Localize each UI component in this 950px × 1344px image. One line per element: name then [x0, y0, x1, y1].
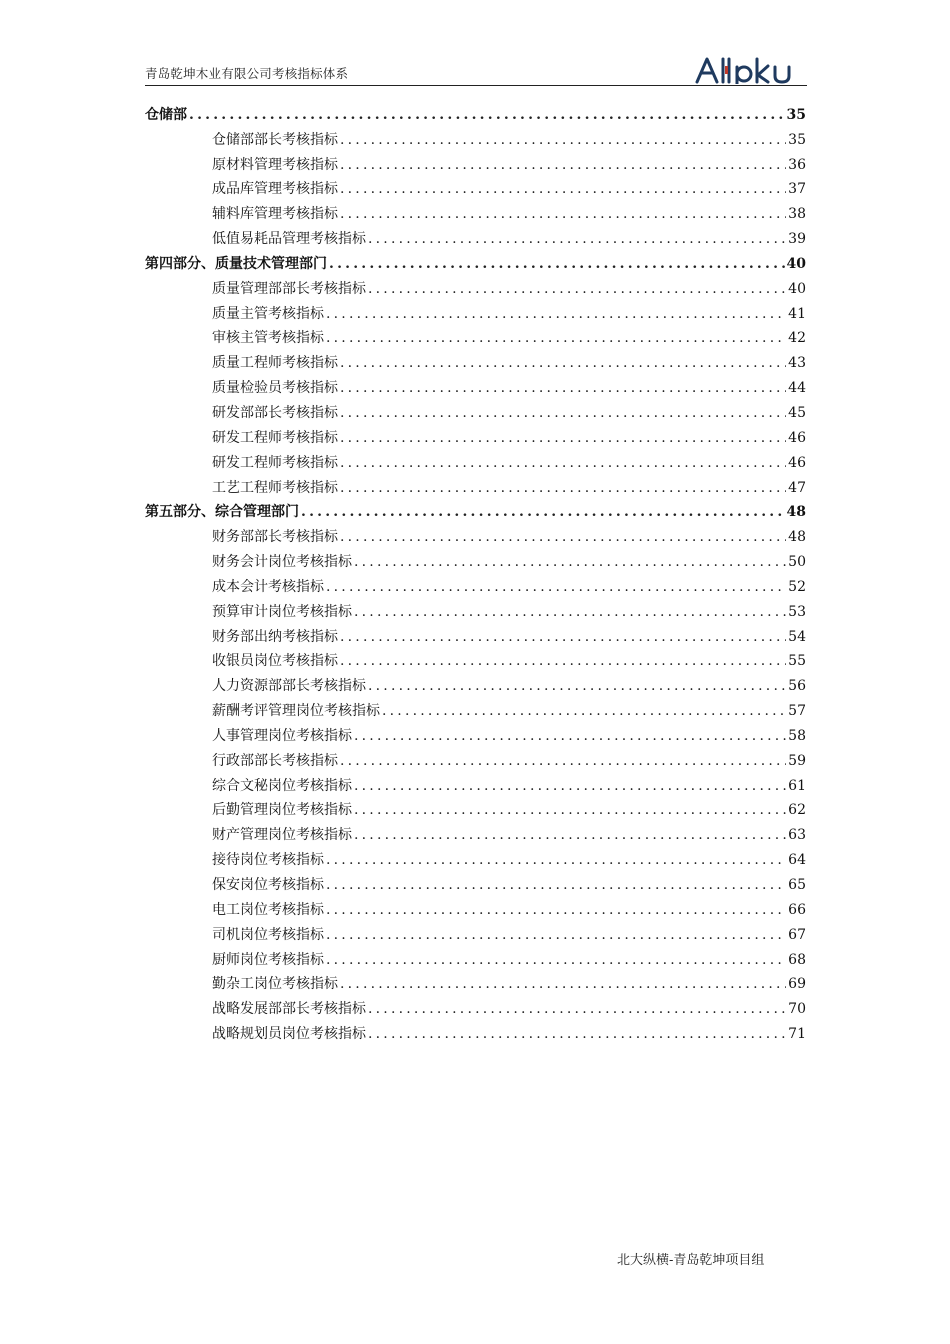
toc-dot-leader	[326, 876, 786, 894]
toc-entry[interactable]	[145, 670, 806, 695]
toc-entry-label: 勤杂工岗位考核指标	[212, 976, 338, 993]
toc-page-number: 69	[788, 976, 806, 993]
toc-dot-leader	[340, 205, 786, 223]
toc-dot-leader	[340, 354, 786, 372]
toc-page-number: 41	[788, 305, 806, 322]
toc-dot-leader	[326, 901, 786, 919]
toc-entry[interactable]	[145, 745, 806, 770]
toc-page-number: 48	[786, 504, 806, 521]
toc-page-number: 50	[788, 554, 806, 571]
page-header	[145, 52, 807, 86]
toc-entry-label: 原材料管理考核指标	[212, 156, 338, 173]
toc-entry[interactable]	[145, 770, 806, 795]
toc-entry-label: 保安岗位考核指标	[212, 877, 324, 893]
toc-entry-label: 预算审计岗位考核指标	[212, 603, 352, 620]
toc-page-number: 67	[788, 926, 806, 943]
toc-entry[interactable]	[145, 571, 806, 596]
toc-entry-label: 仓储部	[145, 106, 187, 123]
toc-dot-leader	[340, 429, 786, 447]
toc-entry[interactable]	[145, 993, 806, 1018]
toc-dot-leader	[340, 975, 786, 993]
toc-page-number: 52	[788, 578, 806, 595]
toc-section-entry[interactable]	[145, 248, 806, 273]
toc-dot-leader	[340, 479, 786, 497]
toc-entry-label: 战略规划员岗位考核指标	[212, 1026, 366, 1043]
toc-entry-label: 后勤管理岗位考核指标	[212, 802, 352, 819]
toc-entry[interactable]	[145, 273, 806, 298]
toc-entry[interactable]	[145, 944, 806, 969]
toc-entry-label: 质量工程师考核指标	[212, 355, 338, 372]
toc-dot-leader	[368, 677, 786, 695]
toc-page-number: 55	[788, 653, 806, 670]
toc-entry-label: 仓储部部长考核指标	[212, 131, 338, 148]
toc-page-number: 45	[788, 404, 806, 421]
toc-entry[interactable]	[145, 844, 806, 869]
toc-entry[interactable]	[145, 819, 806, 844]
toc-entry-label: 战略发展部部长考核指标	[212, 1001, 366, 1018]
toc-entry[interactable]	[145, 596, 806, 621]
toc-page-number: 35	[786, 106, 806, 123]
toc-dot-leader	[326, 851, 786, 869]
toc-dot-leader	[329, 255, 785, 273]
toc-section-entry[interactable]	[145, 497, 806, 522]
toc-page-number: 61	[788, 777, 806, 794]
toc-entry-label: 第五部分、综合管理部门	[145, 504, 299, 521]
toc-entry-label: 行政部部长考核指标	[212, 752, 338, 769]
toc-dot-leader	[368, 230, 786, 248]
toc-entry-label: 电工岗位考核指标	[212, 901, 324, 918]
toc-entry[interactable]	[145, 621, 806, 646]
toc-entry-label: 收银员岗位考核指标	[212, 653, 338, 670]
toc-entry-label: 辅料库管理考核指标	[212, 206, 338, 223]
toc-dot-leader	[340, 652, 786, 670]
toc-entry-label: 审核主管考核指标	[212, 330, 324, 347]
toc-page-number: 46	[788, 429, 806, 446]
toc-page-number: 63	[788, 827, 806, 844]
toc-page-number: 65	[788, 877, 806, 893]
toc-entry[interactable]	[145, 323, 806, 348]
toc-dot-leader	[340, 454, 786, 472]
toc-entry[interactable]	[145, 198, 806, 223]
toc-entry[interactable]	[145, 695, 806, 720]
toc-page-number: 40	[788, 280, 806, 297]
toc-entry[interactable]	[145, 894, 806, 919]
toc-dot-leader	[354, 777, 786, 795]
toc-page-number: 46	[788, 454, 806, 471]
toc-dot-leader	[354, 801, 786, 819]
toc-page-number: 56	[788, 678, 806, 695]
toc-entry-label: 第四部分、质量技术管理部门	[145, 255, 327, 272]
toc-entry[interactable]	[145, 397, 806, 422]
toc-entry-label: 质量主管考核指标	[212, 305, 324, 322]
toc-dot-leader	[326, 578, 786, 596]
toc-dot-leader	[354, 603, 786, 621]
toc-entry-label: 接待岗位考核指标	[212, 852, 324, 869]
toc-page-number: 39	[788, 231, 806, 248]
toc-page-number: 48	[788, 529, 806, 546]
allpku-logo	[695, 56, 807, 84]
toc-entry-label: 财务会计岗位考核指标	[212, 554, 352, 571]
toc-dot-leader	[368, 1000, 786, 1018]
document-title: 青岛乾坤木业有限公司考核指标体系	[145, 66, 349, 81]
toc-dot-leader	[340, 752, 786, 770]
toc-entry-label: 成本会计考核指标	[212, 578, 324, 595]
toc-entry[interactable]	[145, 521, 806, 546]
toc-page-number: 42	[788, 330, 806, 347]
toc-dot-leader	[354, 553, 786, 571]
toc-entry[interactable]	[145, 969, 806, 994]
toc-entry[interactable]	[145, 298, 806, 323]
toc-dot-leader	[326, 926, 786, 944]
toc-entry-label: 成品库管理考核指标	[212, 181, 338, 198]
toc-page-number: 36	[788, 156, 806, 173]
toc-dot-leader	[340, 379, 786, 397]
toc-dot-leader	[340, 131, 786, 149]
toc-page-number: 43	[788, 355, 806, 372]
toc-dot-leader	[326, 305, 786, 323]
toc-entry[interactable]	[145, 223, 806, 248]
toc-dot-leader	[368, 1025, 786, 1043]
toc-page-number: 64	[788, 852, 806, 869]
toc-dot-leader	[301, 503, 785, 521]
toc-entry[interactable]	[145, 795, 806, 820]
toc-entry[interactable]	[145, 720, 806, 745]
toc-dot-leader	[189, 106, 785, 124]
toc-dot-leader	[340, 628, 786, 646]
toc-entry[interactable]	[145, 646, 806, 671]
toc-dot-leader	[326, 951, 786, 969]
toc-page-number: 71	[788, 1026, 806, 1043]
toc-dot-leader	[340, 404, 786, 422]
toc-entry-label: 研发工程师考核指标	[212, 429, 338, 446]
toc-page-number: 47	[788, 479, 806, 496]
toc-entry[interactable]	[145, 174, 806, 199]
toc-entry-label: 人力资源部部长考核指标	[212, 678, 366, 695]
toc-dot-leader	[368, 280, 786, 298]
toc-entry[interactable]	[145, 347, 806, 372]
toc-entry-label: 工艺工程师考核指标	[212, 479, 338, 496]
toc-entry-label: 研发部部长考核指标	[212, 404, 338, 421]
toc-page-number: 66	[788, 901, 806, 918]
toc-page-number: 57	[788, 703, 806, 720]
toc-dot-leader	[326, 329, 786, 347]
toc-page-number: 35	[788, 131, 806, 148]
toc-page-number: 38	[788, 206, 806, 223]
toc-entry[interactable]	[145, 124, 806, 149]
toc-entry-label: 质量管理部部长考核指标	[212, 280, 366, 297]
toc-page-number: 68	[788, 951, 806, 968]
toc-entry[interactable]	[145, 372, 806, 397]
toc-dot-leader	[340, 180, 786, 198]
toc-page-number: 58	[788, 727, 806, 744]
toc-page-number: 40	[786, 255, 806, 272]
toc-entry-label: 财产管理岗位考核指标	[212, 827, 352, 844]
toc-entry-label: 人事管理岗位考核指标	[212, 727, 352, 744]
toc-entry-label: 综合文秘岗位考核指标	[212, 777, 352, 794]
toc-entry[interactable]	[145, 869, 806, 894]
toc-page-number: 54	[788, 628, 806, 645]
toc-page-number: 70	[788, 1001, 806, 1018]
toc-entry-label: 司机岗位考核指标	[212, 926, 324, 943]
toc-dot-leader	[340, 156, 786, 174]
table-of-contents	[145, 99, 806, 1043]
toc-page-number: 53	[788, 603, 806, 620]
toc-entry-label: 财务部出纳考核指标	[212, 628, 338, 645]
toc-entry[interactable]	[145, 472, 806, 497]
toc-entry-label: 研发工程师考核指标	[212, 454, 338, 471]
toc-entry-label: 财务部部长考核指标	[212, 529, 338, 546]
toc-page-number: 37	[788, 181, 806, 198]
toc-page-number: 44	[788, 380, 806, 397]
toc-entry-label: 薪酬考评管理岗位考核指标	[212, 703, 380, 720]
toc-dot-leader	[354, 727, 786, 745]
toc-entry-label: 质量检验员考核指标	[212, 380, 338, 397]
toc-entry[interactable]	[145, 149, 806, 174]
toc-page-number: 62	[788, 802, 806, 819]
toc-dot-leader	[340, 528, 786, 546]
toc-entry-label: 低值易耗品管理考核指标	[212, 231, 366, 248]
toc-entry[interactable]	[145, 919, 806, 944]
toc-entry[interactable]	[145, 422, 806, 447]
toc-page-number: 59	[788, 752, 806, 769]
page-footer: 北大纵横-青岛乾坤项目组	[617, 1253, 765, 1268]
toc-section-entry[interactable]	[145, 99, 806, 124]
toc-entry[interactable]	[145, 1018, 806, 1043]
toc-entry[interactable]	[145, 546, 806, 571]
toc-entry[interactable]	[145, 447, 806, 472]
toc-entry-label: 厨师岗位考核指标	[212, 951, 324, 968]
toc-dot-leader	[354, 826, 786, 844]
toc-dot-leader	[382, 702, 786, 720]
